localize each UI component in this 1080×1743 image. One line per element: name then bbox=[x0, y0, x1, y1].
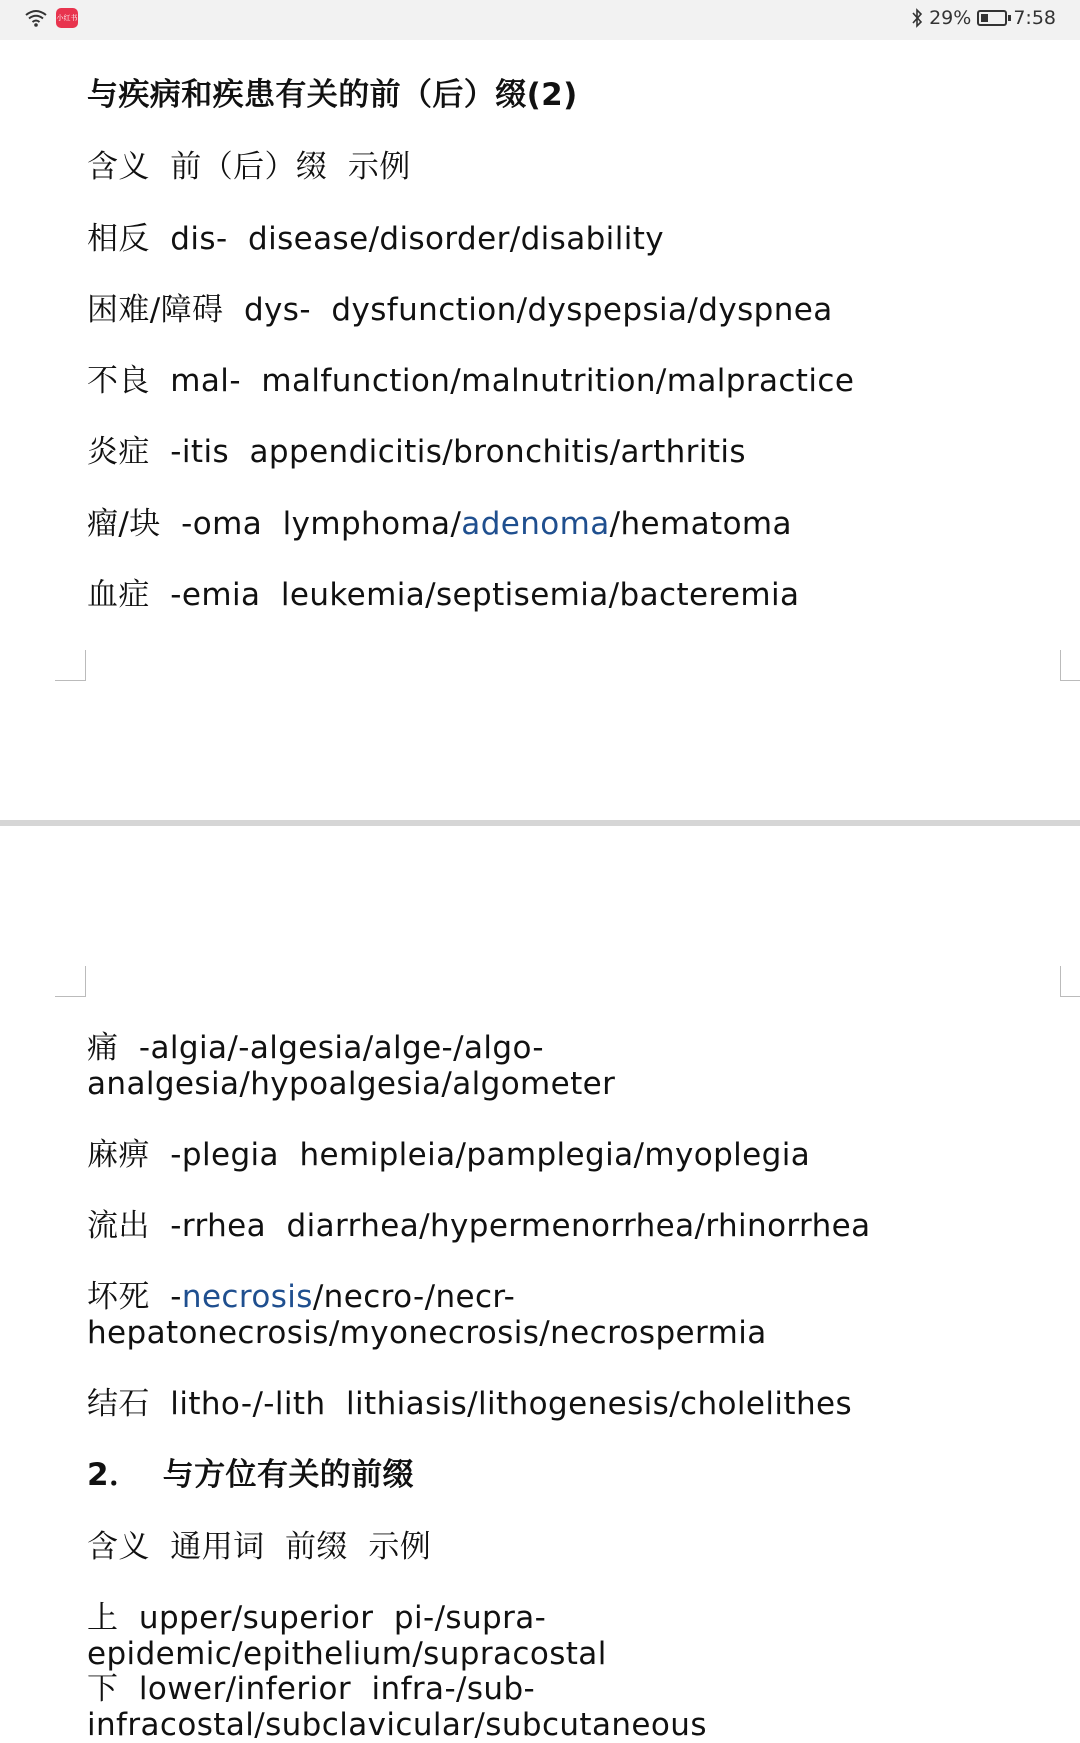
table-header-row: 含义 通用词 前缀 示例 bbox=[87, 1529, 432, 1565]
section-heading: 2． 与方位有关的前缀 bbox=[87, 1457, 414, 1493]
adenoma-link[interactable]: adenoma bbox=[461, 506, 610, 542]
document-line: 麻痹 -plegia hemipleia/pamplegia/myoplegia bbox=[87, 1137, 811, 1173]
document-line: 流出 -rrhea diarrhea/hypermenorrhea/rhinorrhea bbox=[87, 1208, 871, 1244]
document-line: 下 lower/inferior infra-/sub- infracostal/subclavicular/subcutaneous bbox=[87, 1671, 707, 1743]
document-line: 上 upper/superior pi-/supra- epidemic/epithelium/supracostal bbox=[87, 1600, 607, 1672]
page-corner-mark bbox=[1060, 966, 1080, 997]
document-line-necrosis bbox=[87, 1279, 1057, 1351]
status-left bbox=[24, 8, 78, 28]
bluetooth-icon bbox=[911, 8, 923, 28]
battery-percent: 29% bbox=[929, 7, 972, 29]
document-line: 困难/障碍 dys- dysfunction/dyspepsia/dyspnea bbox=[87, 292, 833, 328]
wifi-icon bbox=[24, 8, 48, 28]
document-line: 不良 mal- malfunction/malnutrition/malpractice bbox=[87, 363, 855, 399]
document-line-pain: 痛 -algia/-algesia/alge-/algo- analgesia/hypoalgesia/algometer bbox=[87, 1030, 616, 1102]
table-header-row: 含义 前（后）缀 示例 bbox=[87, 149, 411, 185]
app-notification-icon: 小红书 bbox=[56, 8, 78, 28]
document-page-1[interactable] bbox=[0, 40, 1080, 820]
document-line: 结石 litho-/-lith lithiasis/lithogenesis/cholelithes bbox=[87, 1386, 853, 1422]
necrosis-row-prefix: 坏死 - bbox=[87, 1279, 182, 1315]
status-right bbox=[911, 7, 1056, 29]
document-line-tumor bbox=[87, 506, 1057, 542]
battery-tip bbox=[1008, 15, 1011, 21]
tumor-row-suffix: /hematoma bbox=[609, 506, 792, 542]
page-corner-mark bbox=[55, 966, 86, 997]
document-line: 相反 dis- disease/disorder/disability bbox=[87, 221, 665, 257]
status-bar bbox=[0, 0, 1080, 40]
page-1-heading: 与疾病和疾患有关的前（后）缀(2) bbox=[87, 77, 578, 113]
document-line: 炎症 -itis appendicitis/bronchitis/arthritis bbox=[87, 434, 746, 470]
battery-icon bbox=[977, 10, 1007, 26]
necrosis-link[interactable]: necrosis bbox=[181, 1279, 313, 1315]
page-corner-mark bbox=[1060, 650, 1080, 681]
document-line: 血症 -emia leukemia/septisemia/bacteremia bbox=[87, 577, 800, 613]
clock-time: 7:58 bbox=[1013, 7, 1056, 29]
document-page-2[interactable] bbox=[0, 826, 1080, 1743]
battery-level-fill bbox=[981, 14, 987, 22]
tumor-row-prefix: 瘤/块 -oma lymphoma/ bbox=[87, 506, 462, 542]
page-corner-mark bbox=[55, 650, 86, 681]
necrosis-row-suffix: /necro-/necr- hepatonecrosis/myonecrosis/necrospermia bbox=[87, 1279, 767, 1351]
